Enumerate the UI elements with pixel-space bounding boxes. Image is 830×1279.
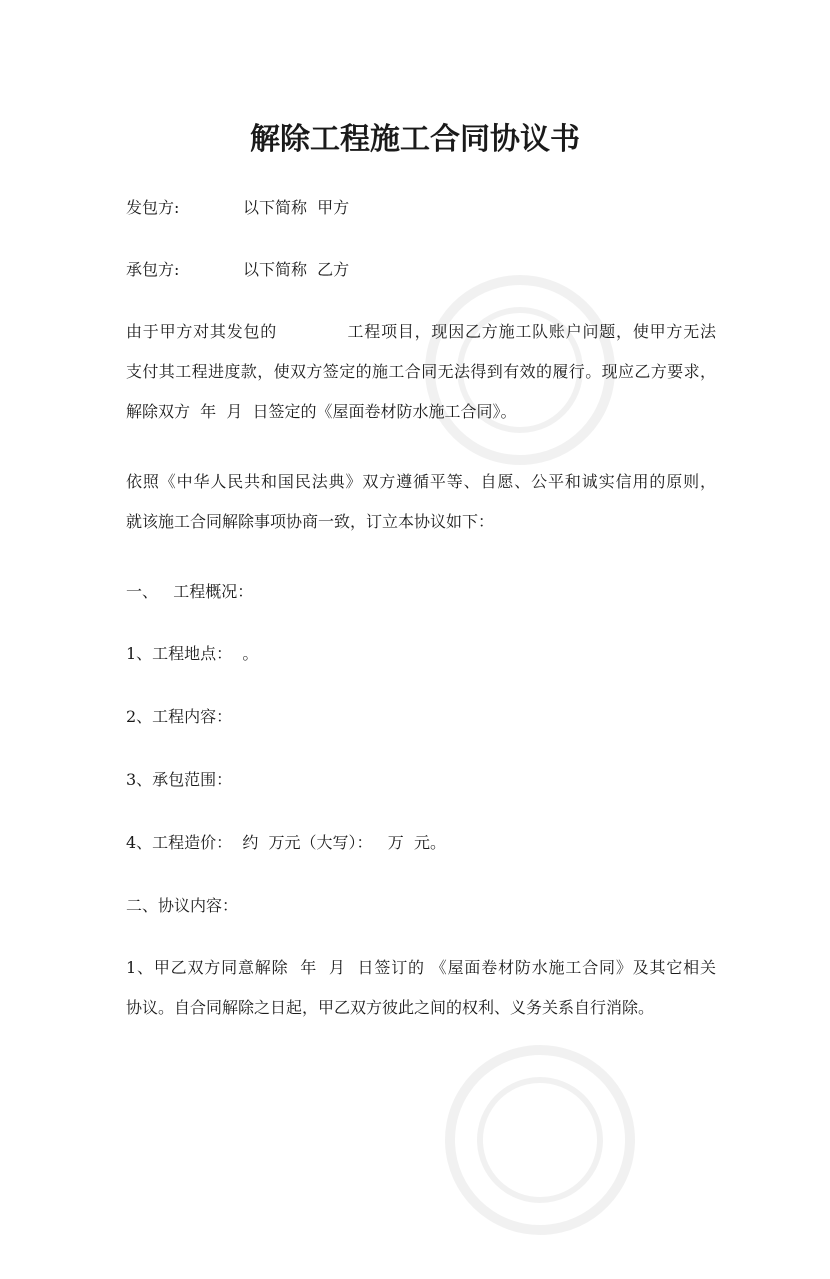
paragraph-line: 支付其工程进度款，使双方签定的施工合同无法得到有效的履行。现应乙方要求， bbox=[126, 362, 716, 381]
overview-item-cost: 4、工程造价： 约 万元（大写）： 万 元。 bbox=[126, 833, 446, 852]
overview-item-scope: 3、承包范围： bbox=[126, 770, 233, 789]
overview-item-content: 2、工程内容： bbox=[126, 707, 233, 726]
party-label: 承包方: bbox=[126, 260, 180, 279]
agreement-paragraph bbox=[126, 948, 716, 1028]
overview-item-location: 1、工程地点： 。 bbox=[126, 644, 259, 663]
party-text: 以下简称 乙方 bbox=[243, 260, 350, 279]
basis-paragraph bbox=[126, 462, 716, 542]
party-text: 以下简称 甲方 bbox=[243, 198, 350, 217]
intro-paragraph bbox=[126, 312, 716, 432]
paragraph-line: 依照《中华人民共和国民法典》双方遵循平等、自愿、公平和诚实信用的原则， bbox=[126, 472, 716, 491]
party-contractor bbox=[126, 260, 349, 280]
watermark-seal bbox=[401, 1001, 680, 1279]
paragraph-line: 由于甲方对其发包的 工程项目，现因乙方施工队账户问题，使甲方无法 bbox=[126, 322, 716, 341]
section-heading-agreement: 二、协议内容： bbox=[126, 896, 239, 915]
party-employer bbox=[126, 198, 349, 218]
paragraph-line: 解除双方 年 月 日签定的《屋面卷材防水施工合同》。 bbox=[126, 402, 517, 421]
section-heading-overview: 一、 工程概况： bbox=[126, 582, 254, 601]
paragraph-line: 协议。自合同解除之日起，甲乙双方彼此之间的权利、义务关系自行消除。 bbox=[126, 998, 655, 1017]
document-title: 解除工程施工合同协议书 bbox=[250, 122, 580, 157]
party-label: 发包方: bbox=[126, 198, 180, 217]
paragraph-line: 就该施工合同解除事项协商一致，订立本协议如下： bbox=[126, 512, 495, 531]
paragraph-line: 1、甲乙双方同意解除 年 月 日签订的 《屋面卷材防水施工合同》及其它相关 bbox=[126, 958, 716, 977]
